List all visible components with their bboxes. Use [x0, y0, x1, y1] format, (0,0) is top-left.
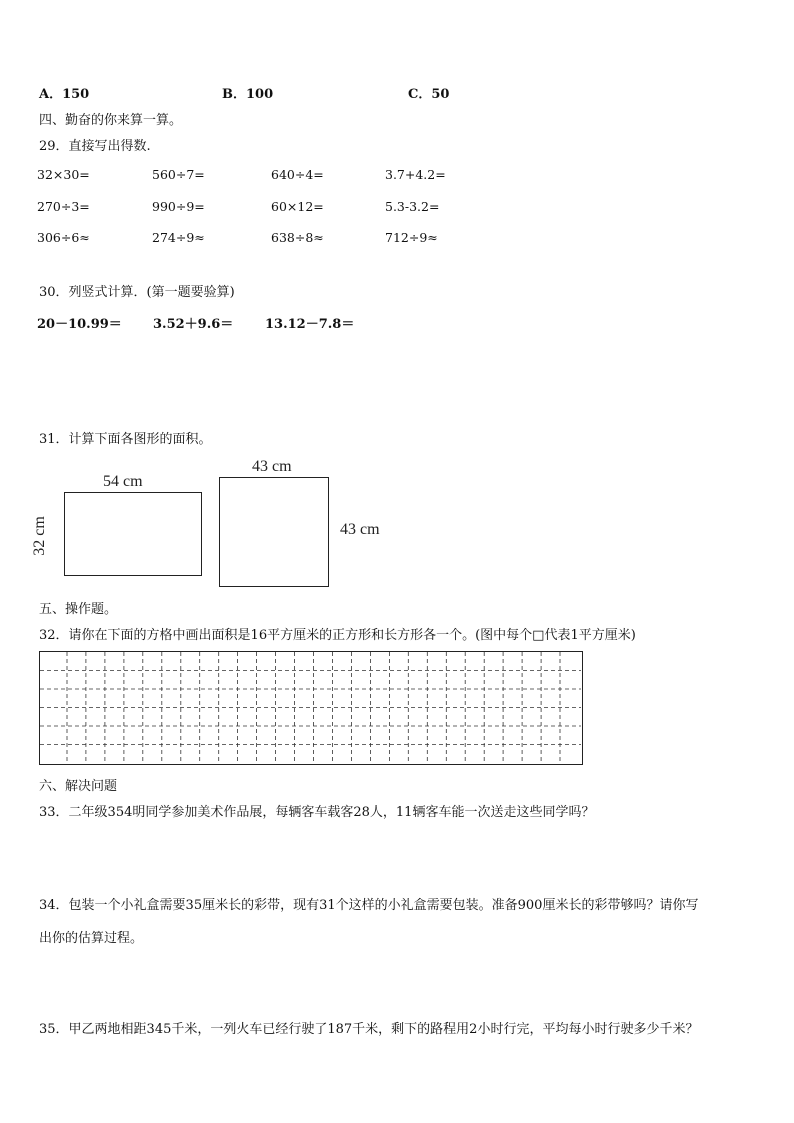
option-a: A．150: [39, 87, 90, 102]
question-33-text: 33．二年级354明同学参加美术作品展，每辆客车载客28人，11辆客车能一次送走这些同学吗？: [39, 805, 595, 820]
q30-item: 13.12－7.8＝: [265, 317, 355, 332]
square-side-label: 43 cm: [340, 521, 380, 538]
q29-item: 3.7+4.2=: [385, 167, 446, 182]
question-34-line-2: 出你的估算过程。: [39, 931, 144, 946]
rectangle-width-label: 54 cm: [103, 473, 143, 490]
q29-item: 990÷9=: [152, 199, 205, 214]
q29-item: 560÷7=: [152, 167, 205, 182]
q29-item: 270÷3=: [37, 199, 90, 214]
section-5-title: 五、操作题。: [39, 602, 118, 617]
q30-item: 20－10.99＝: [37, 317, 122, 332]
q29-item: 32×30=: [37, 167, 90, 182]
square-top-label: 43 cm: [252, 458, 292, 475]
question-32-title: 32．请你在下面的方格中画出面积是16平方厘米的正方形和长方形各一个。(图中每个□代表1平方厘米): [39, 628, 636, 643]
q29-item: 640÷4=: [271, 167, 324, 182]
option-c: C．50: [408, 87, 450, 102]
question-29-title: 29．直接写出得数.: [39, 139, 151, 154]
q29-item: 306÷6≈: [37, 230, 90, 245]
question-30-title: 30．列竖式计算．(第一题要验算): [39, 285, 235, 300]
square-grid[interactable]: [39, 651, 583, 765]
q29-item: 274÷9≈: [152, 230, 205, 245]
rectangle-figure: [64, 492, 202, 576]
grid-lines: [40, 652, 584, 766]
question-31-title: 31．计算下面各图形的面积。: [39, 432, 212, 447]
rectangle-height-label: 32 cm: [30, 516, 48, 556]
question-35-text: 35．甲乙两地相距345千米，一列火车已经行驶了187千米，剩下的路程用2小时行完，平均每小时行驶多少千米？: [39, 1022, 699, 1037]
q30-item: 3.52＋9.6＝: [153, 317, 234, 332]
q29-item: 60×12=: [271, 199, 324, 214]
q29-item: 5.3-3.2=: [385, 199, 440, 214]
section-6-title: 六、解决问题: [39, 779, 118, 794]
section-4-title: 四、勤奋的你来算一算。: [39, 113, 183, 128]
option-b: B．100: [222, 87, 274, 102]
q29-item: 712÷9≈: [385, 230, 438, 245]
q29-item: 638÷8≈: [271, 230, 324, 245]
question-34-line-1: 34．包装一个小礼盒需要35厘米长的彩带，现有31个这样的小礼盒需要包装。准备900厘米长的彩带够吗？请你写: [39, 898, 699, 913]
square-figure: [219, 477, 329, 587]
